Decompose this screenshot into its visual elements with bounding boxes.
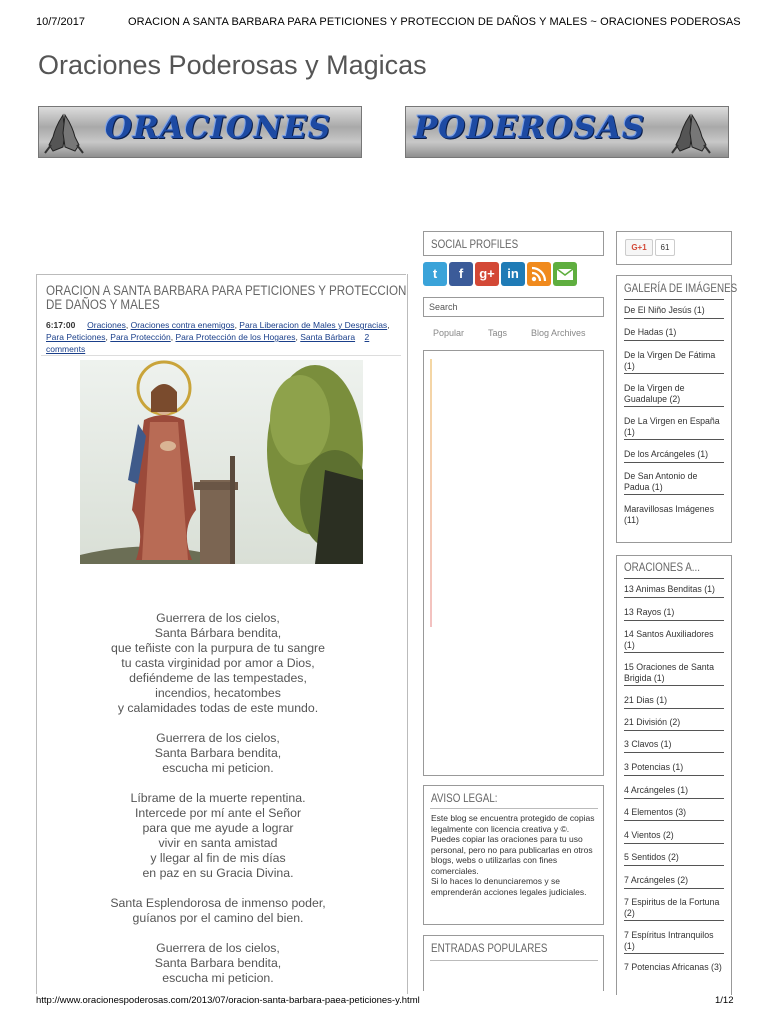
gallery-item[interactable]: De los Arcángeles (1): [624, 449, 724, 463]
post-label-link[interactable]: Para Protección: [110, 332, 171, 342]
post-label-link[interactable]: Para Peticiones: [46, 332, 106, 342]
post-label-link[interactable]: Santa Bárbara: [300, 332, 356, 342]
search-input[interactable]: Search: [429, 302, 458, 312]
post-time: 6:17:00: [46, 320, 76, 330]
banner-left-word: ORACIONES: [105, 110, 332, 146]
post-label-link[interactable]: Oraciones: [87, 320, 126, 330]
entradas-populares-title: ENTRADAS POPULARES: [431, 941, 548, 955]
post-divider: [36, 274, 406, 275]
legal-divider: [430, 808, 598, 809]
twitter-icon[interactable]: t: [423, 262, 447, 286]
oraciones-item[interactable]: 4 Arcángeles (1): [624, 785, 724, 799]
post-label-link[interactable]: Oraciones contra enemigos: [130, 320, 235, 330]
entradas-populares-box: [423, 935, 604, 991]
tab-tags[interactable]: Tags: [488, 328, 508, 338]
aviso-legal-title: AVISO LEGAL:: [431, 791, 498, 805]
oraciones-item[interactable]: 5 Sentidos (2): [624, 852, 724, 866]
praying-hands-icon: [43, 111, 85, 155]
gallery-item[interactable]: De San Antonio de Padua (1): [624, 471, 724, 495]
gallery-item[interactable]: De la Virgen de Guadalupe (2): [624, 383, 724, 407]
post-label-link[interactable]: Para Liberacion de Males y Desgracias: [239, 320, 388, 330]
print-page-number: 1/12: [715, 995, 734, 1006]
mail-icon[interactable]: [553, 262, 577, 286]
oraciones-item[interactable]: 7 Arcángeles (2): [624, 875, 724, 889]
prayer-stanza: Guerrera de los cielos, Santa Barbara bendita, escucha mi peticion.: [154, 941, 282, 985]
googleplus-icon[interactable]: g+: [475, 262, 499, 286]
print-date: 10/7/2017: [36, 16, 85, 28]
gallery-item[interactable]: De Hadas (1): [624, 327, 724, 341]
gallery-item[interactable]: De La Virgen en España (1): [624, 416, 724, 440]
prayer-text: [44, 611, 392, 1001]
oraciones-item[interactable]: 13 Animas Benditas (1): [624, 584, 724, 598]
search-box[interactable]: [423, 297, 604, 317]
gplus-button[interactable]: G+1: [625, 239, 653, 256]
banner-right-word: PODEROSAS: [414, 110, 646, 146]
print-footer-url: http://www.oracionespoderosas.com/2013/07/oracion-santa-barbara-paea-peticiones-y.html: [36, 995, 420, 1006]
prayer-stanza: Guerrera de los cielos, Santa Barbara bendita, escucha mi peticion.: [154, 731, 282, 775]
gallery-item[interactable]: De la Virgen De Fátima (1): [624, 350, 724, 374]
linkedin-icon[interactable]: in: [501, 262, 525, 286]
gplus-box: [616, 231, 732, 265]
post-label-link[interactable]: Para Protección de los Hogares: [175, 332, 296, 342]
legal-line: Puedes copiar las oraciones para tu uso personal, pero no para publicarlas en otros blogs, webs o utilizarlas con fines comerciales.: [431, 834, 593, 876]
print-page-title: ORACION A SANTA BARBARA PARA PETICIONES Y PROTECCION DE DAÑOS Y MALES ~ ORACIONES PODEROSAS: [128, 16, 741, 28]
oraciones-item[interactable]: 13 Rayos (1): [624, 607, 724, 621]
banner-oraciones[interactable]: [38, 106, 362, 158]
post-title[interactable]: ORACION A SANTA BARBARA PARA PETICIONES Y PROTECCION DE DAÑOS Y MALES: [46, 283, 407, 312]
oraciones-item[interactable]: 14 Santos Auxiliadores (1): [624, 629, 724, 653]
oraciones-item[interactable]: 21 División (2): [624, 717, 724, 731]
post-meta: [46, 319, 406, 355]
oraciones-item[interactable]: 3 Potencias (1): [624, 762, 724, 776]
oraciones-title: ORACIONES A...: [624, 560, 701, 574]
gallery-title: GALERÍA DE IMÁGENES: [624, 281, 738, 295]
meta-divider: [41, 355, 401, 356]
gallery-item[interactable]: Maravillosas Imágenes (11): [624, 504, 714, 525]
social-profiles-box: [423, 231, 604, 256]
tab-blog-archives[interactable]: Blog Archives: [531, 328, 586, 338]
oraciones-item[interactable]: 7 Espíritus Intranquilos (1): [624, 930, 724, 954]
santa-barbara-image[interactable]: [80, 360, 363, 564]
post-labels: Oraciones, Oraciones contra enemigos, Para Liberacion de Males y Desgracias, Para Peticiones, Para Protección, Para Protección de los Hogares, Santa Bárbara: [46, 320, 390, 342]
rss-icon[interactable]: [527, 262, 551, 286]
gplus-count: 61: [655, 239, 675, 256]
tab-content-panel: [423, 350, 604, 776]
oraciones-item[interactable]: 4 Elementos (3): [624, 807, 724, 821]
tab-popular[interactable]: Popular: [433, 328, 465, 338]
banner-poderosas[interactable]: [405, 106, 729, 158]
popular-divider: [430, 960, 598, 961]
oraciones-item[interactable]: 7 Espiritus de la Fortuna (2): [624, 897, 724, 921]
oraciones-item[interactable]: 15 Oraciones de Santa Brigida (1): [624, 662, 724, 686]
oraciones-item[interactable]: 21 Dias (1): [624, 695, 724, 709]
aviso-legal-text: [431, 813, 599, 897]
prayer-stanza: Líbrame de la muerte repentina. Intercede por mí ante el Señor para que me ayude a lograr vivir en santa amistad y llegar al fin de mis días en paz en su Gracia Divina.: [130, 791, 306, 880]
prayer-stanza: Guerrera de los cielos, Santa Bárbara bendita, que teñiste con la purpura de tu sangre tu casta virginidad por amor a Dios, defiéndeme de las tempestades, incendios, hecatombes y calamidades todas de este mundo.: [111, 611, 325, 715]
comments-link[interactable]: 2 comments: [46, 332, 370, 354]
blog-title[interactable]: Oraciones Poderosas y Magicas: [38, 50, 427, 80]
oraciones-item[interactable]: 3 Clavos (1): [624, 739, 724, 753]
social-profiles-title: SOCIAL PROFILES: [431, 237, 519, 251]
panel-scroll-indicator: [430, 359, 432, 627]
oraciones-divider: [624, 578, 724, 579]
oraciones-item[interactable]: 7 Potencias Africanas (3): [624, 962, 722, 972]
gallery-divider: [624, 299, 724, 300]
praying-hands-icon: [670, 111, 712, 155]
prayer-stanza: Santa Esplendorosa de inmenso poder, guíanos por el camino del bien.: [110, 896, 326, 925]
facebook-icon[interactable]: f: [449, 262, 473, 286]
legal-line: Si lo haces lo denunciaremos y se emprenderán acciones legales judiciales.: [431, 876, 587, 897]
gallery-item[interactable]: De El Niño Jesús (1): [624, 305, 724, 319]
oraciones-item[interactable]: 4 Vientos (2): [624, 830, 724, 844]
legal-line: Este blog se encuentra protegido de copias legalmente con licencia creativa y ©.: [431, 813, 595, 834]
